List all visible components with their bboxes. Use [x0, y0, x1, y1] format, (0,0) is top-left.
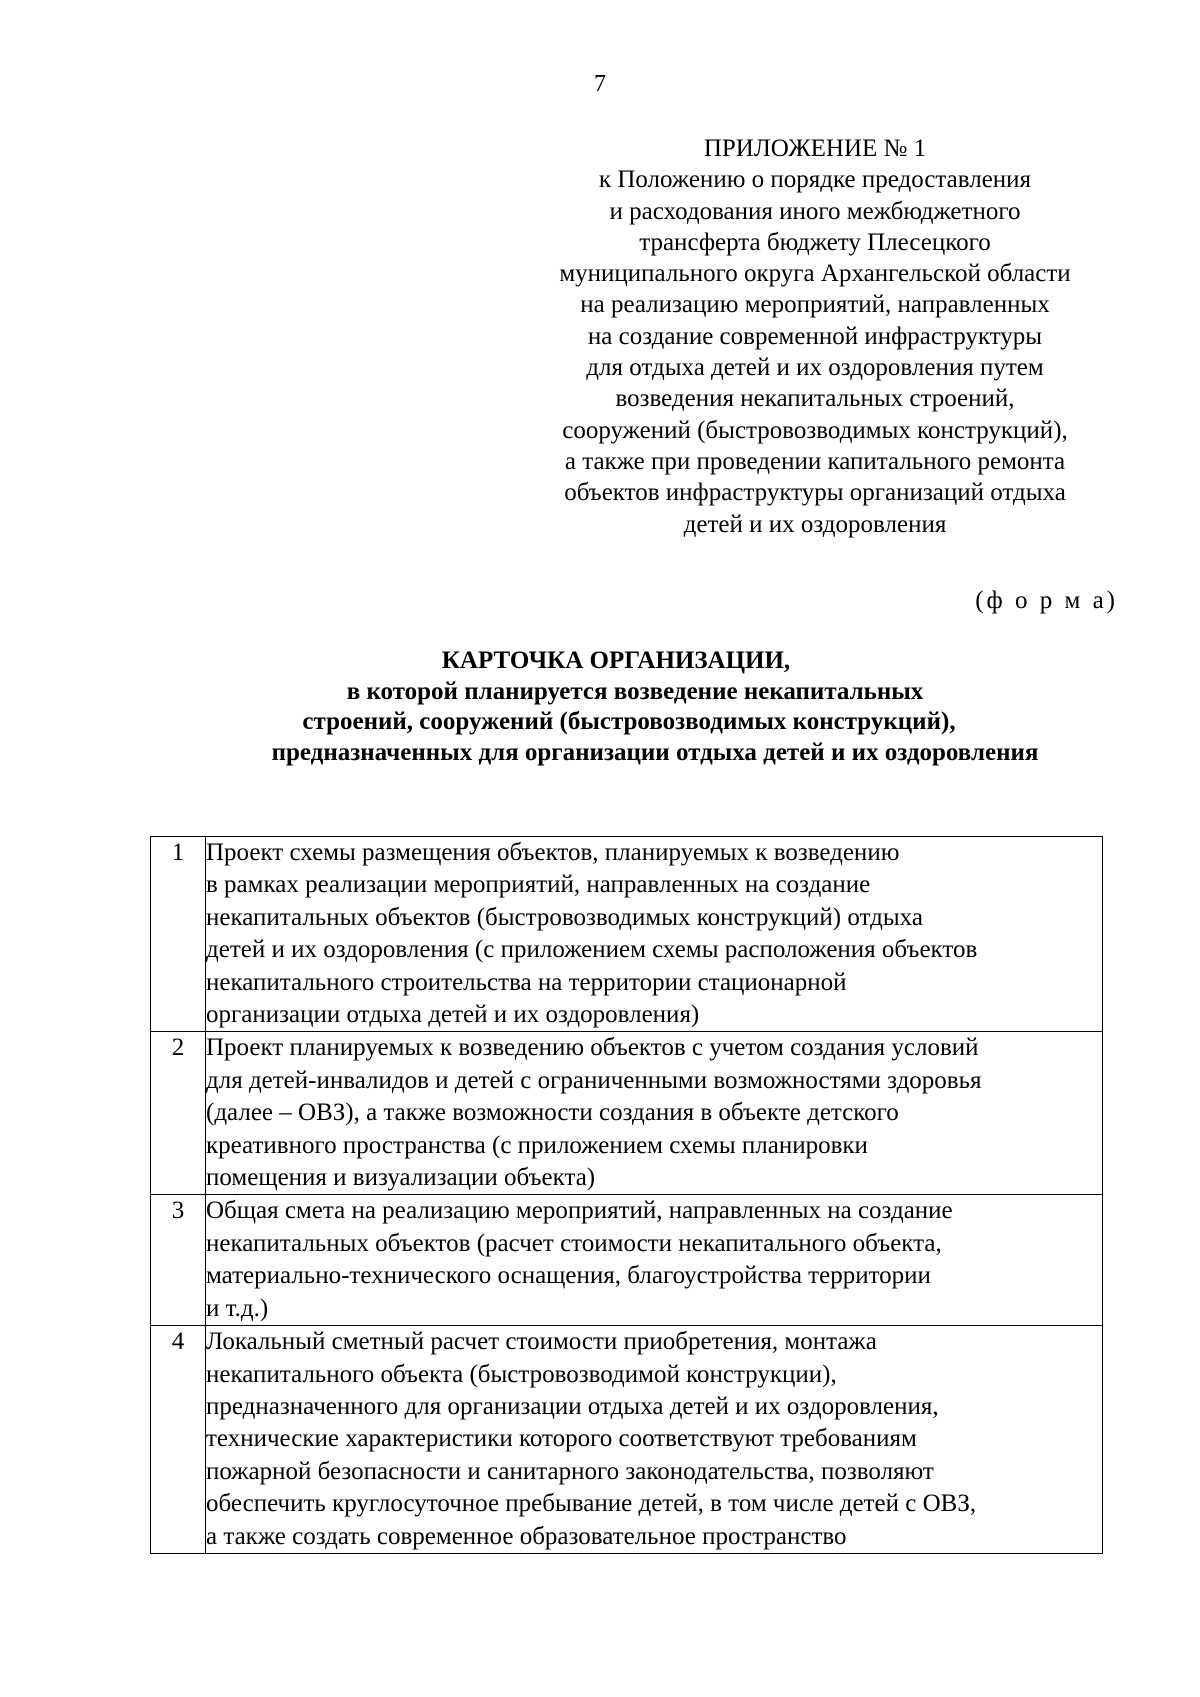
appendix-line: объектов инфраструктуры организаций отдыха [564, 479, 1066, 507]
row-text-line: для детей-инвалидов и детей с ограниченными возможностями здоровья [206, 1066, 982, 1094]
row-text-line: некапитальных объектов (расчет стоимости некапитального объекта, [206, 1229, 942, 1257]
table-row [151, 1326, 1103, 1554]
row-text-line: Общая смета на реализацию мероприятий, направленных на создание [206, 1197, 953, 1225]
row-text-line: некапитального строительства на территории стационарной [206, 968, 847, 996]
row-number: 1 [151, 837, 206, 1032]
row-text-line: обеспечить круглосуточное пребывание детей, в том числе детей с ОВЗ, [206, 1490, 977, 1518]
appendix-line: возведения некапитальных строений, [615, 385, 1015, 413]
row-text-line: в рамках реализации мероприятий, направленных на создание [206, 871, 871, 899]
row-description [206, 837, 1103, 1032]
row-description [206, 1032, 1103, 1195]
row-text-line: предназначенного для организации отдыха детей и их оздоровления, [206, 1392, 939, 1420]
appendix-line: муниципального округа Архангельской области [559, 260, 1071, 288]
row-text-line: некапитальных объектов (быстровозводимых конструкций) отдыха [206, 903, 923, 931]
table-row [151, 1195, 1103, 1326]
appendix-line: на создание современной инфраструктуры [587, 322, 1043, 350]
appendix-line: детей и их оздоровления [683, 510, 947, 538]
title-subtitle-line: предназначенных для организации отдыха детей и их оздоровления [271, 738, 1039, 766]
table-row [151, 837, 1103, 1032]
row-text-line: помещения и визуализации объекта) [206, 1164, 596, 1192]
row-text-line: организации отдыха детей и их оздоровления) [206, 1001, 700, 1029]
title-subtitle-line: строений, сооружений (быстровозводимых конструкций), [302, 708, 956, 735]
title-subtitle-line: в которой планируется возведение некапитальных [346, 677, 924, 705]
appendix-line: на реализацию мероприятий, направленных [580, 291, 1050, 319]
row-text-line: некапитального объекта (быстровозводимой конструкции), [206, 1360, 837, 1388]
appendix-line: к Положению о порядке предоставления [598, 166, 1032, 194]
appendix-line: сооружений (быстровозводимых конструкций), [562, 416, 1068, 444]
organization-card-table [150, 836, 1103, 1554]
row-text-line: Проект схемы размещения объектов, планируемых к возведению [206, 839, 900, 866]
row-text-line: креативного пространства (с приложением схемы планировки [206, 1131, 868, 1159]
appendix-line: а также при проведении капитального ремонта [564, 447, 1066, 475]
row-number: 4 [151, 1326, 206, 1554]
table-row [151, 1032, 1103, 1195]
form-label: (ф о р м а) [975, 587, 1118, 614]
row-text-line: а также создать современное образовательное пространство [206, 1522, 847, 1550]
appendix-line: и расходования иного межбюджетного [609, 197, 1021, 225]
title-main: КАРТОЧКА ОРГАНИЗАЦИИ, [441, 647, 791, 674]
document-title [150, 646, 1150, 768]
appendix-line: для отдыха детей и их оздоровления путем [586, 354, 1044, 382]
row-text-line: детей и их оздоровления (с приложением схемы расположения объектов [206, 936, 978, 964]
row-number: 2 [151, 1032, 206, 1195]
row-text-line: (далее – ОВЗ), а также возможности создания в объекте детского [206, 1099, 899, 1127]
row-text-line: Проект планируемых к возведению объектов с учетом создания условий [206, 1034, 979, 1062]
appendix-title: ПРИЛОЖЕНИЕ № 1 [703, 135, 927, 162]
page-number: 7 [594, 71, 606, 97]
row-text-line: технические характеристики которого соответствуют требованиям [206, 1425, 917, 1453]
appendix-header [510, 133, 1120, 540]
row-text-line: материально-технического оснащения, благоустройства территории [206, 1262, 931, 1290]
row-text-line: Локальный сметный расчет стоимости приобретения, монтажа [206, 1328, 877, 1356]
appendix-line: трансферта бюджету Плесецкого [639, 228, 991, 256]
row-description [206, 1195, 1103, 1326]
row-description [206, 1326, 1103, 1554]
row-text-line: и т.д.) [206, 1294, 269, 1322]
row-text-line: пожарной безопасности и санитарного законодательства, позволяют [206, 1457, 934, 1485]
row-number: 3 [151, 1195, 206, 1326]
